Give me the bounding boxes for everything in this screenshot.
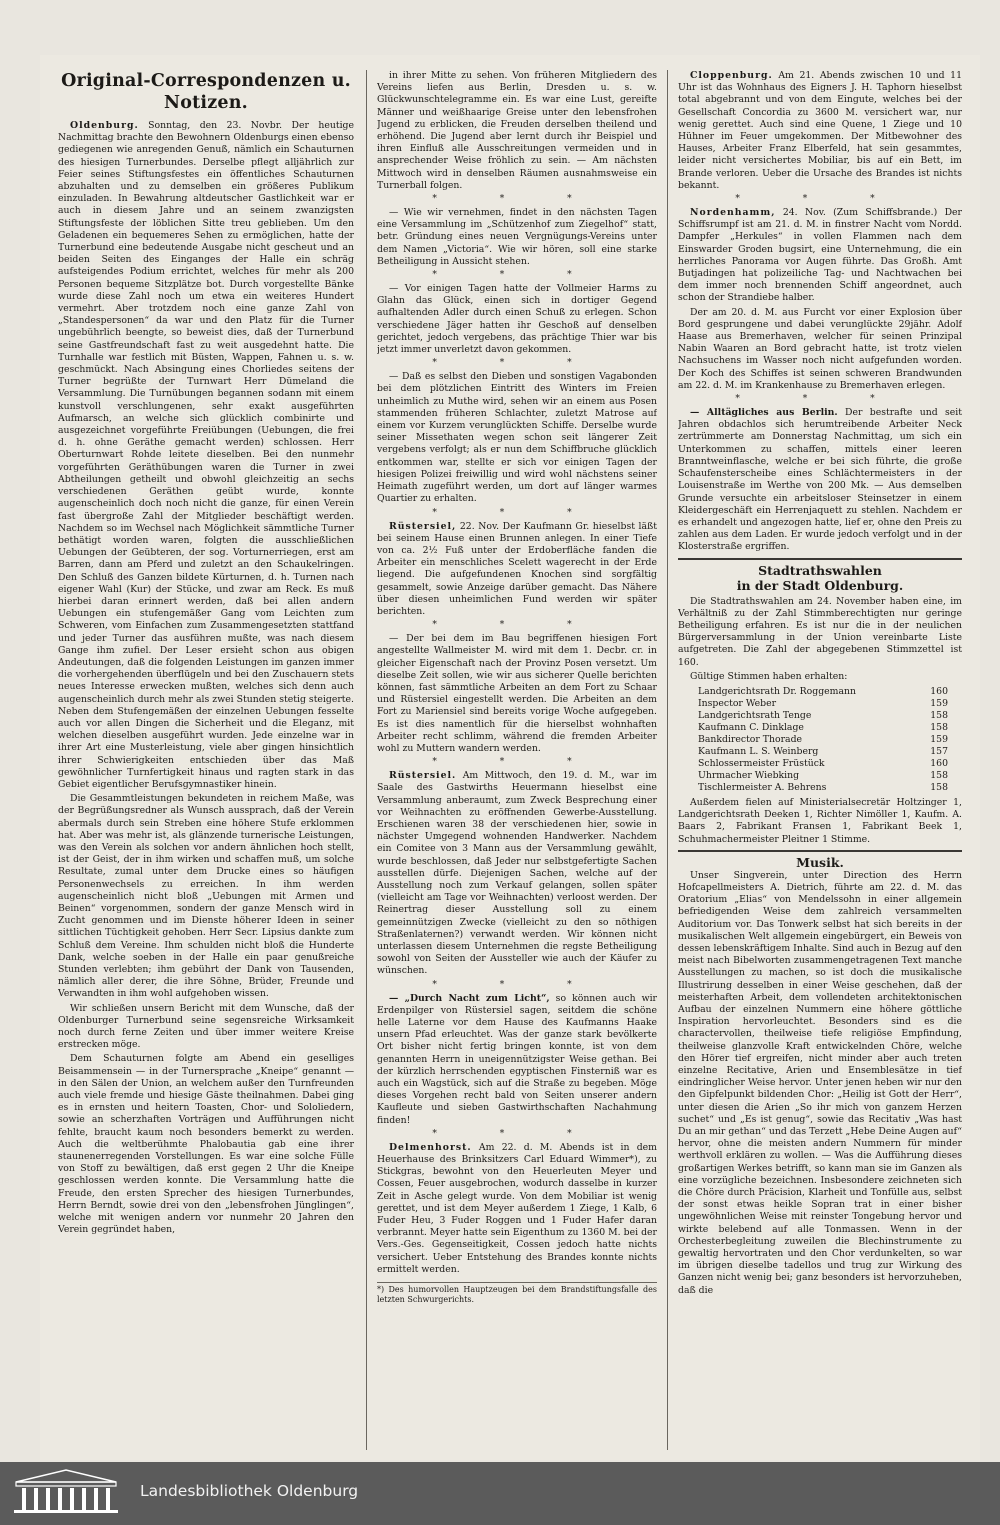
paragraph: — Daß es selbst den Dieben und sonstigen Vagabonden bei dem plötzlichen Eintritt des Winters im Freien unheimlich zu Muthe wird, sehen wir an einem aus Posen stammenden früheren Schlachter, zuletzt Matrose auf einem vor Kurzem verunglückten Schiffe. Derselbe wurde seiner Missethaten wegen schon seit längerer Zeit vergebens verfolgt; als er nun dem Schiffbruche glücklich entkommen war, stellte er sich vor einigen Tagen der hiesigen Polizei freiwillig und wird wohl nächstens seiner Heimath zugeführt werden, um dort auf länger warmes Quartier zu erhalten. bbox=[377, 371, 657, 505]
table-row: Inspector Weber 159 bbox=[698, 697, 948, 709]
page-headline: Original-Correspondenzen u. Notizen. bbox=[61, 71, 351, 113]
column-1 bbox=[58, 70, 354, 1450]
article-title: — Alltägliches aus Berlin. bbox=[690, 407, 838, 419]
paragraph: Außerdem fielen auf Ministerialsecretär Holtzinger 1, Landgerichtsrath Deeken 1, Richter Nimöller 1, Kaufm. A. Baars 2, Fabrikant Fransen 1, Fabrikant Beek 1, Schuhmachermeister Pleitner 1 Stimme. bbox=[678, 796, 962, 845]
separator-stars: * * * bbox=[432, 270, 602, 281]
paragraph: Der am 20. d. M. aus Furcht vor einer Explosion über Bord gesprungene und dabei verunglückte 29jähr. Adolf Haase aus Bremerhaven, welcher für seinen Prinzipal Nabin Waaren an Bord gebracht hatte, ist trotz vielen Nachsuchens im Wasser noch nicht aufgefunden worden. Der Koch des Schiffes ist seinen schweren Brandwunden am 22. d. M. im Krankenhause zu Bremerhaven erlegen. bbox=[678, 306, 962, 391]
footnote: *) Des humorvollen Hauptzeugen bei dem Brandstiftungsfalle des letzten Schwurgerichts. bbox=[377, 1282, 657, 1305]
paragraph: Die Stadtrathswahlen am 24. November haben eine, im Verhältniß zu der Zahl Stimmberechtigten nur geringe Betheiligung erfahren. Es ist nur die in der neulichen Bürgerversammlung in der Union vereinbarte Liste aufgetreten. Die Zahl der abgegebenen Stimmzettel ist 160. bbox=[678, 595, 962, 668]
table-row: Kaufmann L. S. Weinberg 157 bbox=[698, 745, 948, 757]
dateline: Cloppenburg. bbox=[690, 70, 773, 81]
paragraph: Dem Schauturnen folgte am Abend ein geselliges Beisammensein — in der Turnersprache „Kneipe“ genannt — in den Sälen der Union, an welchem außer den Turnfreunden auch viele fremde und hiesige Gäste theilnahmen. Dabei ging es in ernsten und heitern Toasten, Chor- und Sololiedern, sowie an scherzhaften Vorträgen und Aufführungen nicht fehlte, braucht kaum noch besonders bemerkt zu werden. Auch die weltberühmte Phalobautia gab eine ihrer staunenerregenden Vorstellungen. Es war eine solche Fülle von Stoff zu bewältigen, daß erst gegen 2 Uhr die Kneipe geschlossen werden konnte. Die Versammlung hatte die Freude, den ersten Sprecher des hiesigen Turnerbundes, Herrn Berndt, sowie drei von den „lebensfrohen Jünglingen“, welche mit wenigen andern vor nunmehr 20 Jahren den Verein gegründet haben, bbox=[58, 1053, 354, 1236]
votes-table bbox=[698, 686, 948, 794]
article-title: — „Durch Nacht zum Licht“, bbox=[389, 992, 550, 1004]
dateline: Nordenhamm, bbox=[690, 207, 776, 219]
paragraph: Die Gesammtleistungen bekundeten in reichem Maße, was der Begrüßungsredner als Wunsch aussprach, daß der Verein abermals durch sein Streben eine höhere Stufe erklommen hat. Aber was mehr ist, als glänzende turnerische Leistungen, was den Verein als solchen vor andern ähnlichen hoch stellt, ist der Geist, der in ihm wirken und schaffen muß, um solche Resultate, zumal unter dem Drucke eines so häufigen Personenwechsels zu erreichen. In ihm werden augenscheinlich nicht bloß „Uebungen mit Armen und Beinen“ vorgenommen, sondern der ganze Mensch wird in Zucht genommen und im Dienste höherer Ideen in seiner sittlichen Tüchtigkeit gehoben. Herr Secr. Lipsius dankte zum Schluß dem Vereine. Ihm schulden nicht bloß die Hunderte Dank, welche soeben in der Halle ein paar genußreiche Stunden verlebten; ihm gebührt der Dank von Tausenden, nämlich aller derer, die ihre Söhne, Brüder, Freunde und Verwandten in ihm wohl aufgehoben wissen. bbox=[58, 793, 354, 1000]
separator-stars: * * * bbox=[432, 757, 602, 768]
paragraph: — Wie wir vernehmen, findet in den nächsten Tagen eine Versammlung im „Schützenhof zum Ziegelhof“ statt, betr. Gründung eines neuen Vergnügungs-Vereins unter dem Namen „Victoria“. Wie wir hören, soll eine starke Betheiligung in Aussicht stehen. bbox=[377, 207, 657, 267]
column-2 bbox=[377, 70, 657, 1450]
dateline: Oldenburg. bbox=[70, 120, 139, 131]
table-row: Uhrmacher Wiebking 158 bbox=[698, 769, 948, 781]
article-singverein: Unser Singverein, unter Direction des Herrn Hofcapellmeisters A. Dietrich, führte am 22. d. M. das Oratorium „Elias“ von Mendelssohn in einer allgemein befriedigenden Weise dem zahlreich versammelten Auditorium vor. Das Tonwerk selbst hat sich bereits in der musikalischen Welt allgemein eingebürgert, ein Beweis von dessen lebenskräftigem Inhalte. Sind auch in Bezug auf den meist nach Bibelworten zusammengetragenen Text manche Ausstellungen zu machen, so ist doch die musikalische Illustrirung desselben in einer Weise geschehen, daß der meisterhaften Arbeit, dem vollendeten architektonischen Aufbau der einzelnen Nummern eine höhere göttliche Inspiration hervorleuchtet. Besonders sind es die charactervollen, theilweise tiefe religiöse Empfindung, theilweise glanzvolle Kraft entwickelnden Chöre, welche den Hörer tief ergreifen, nicht minder aber auch treten einzelne Recitative, Arien und Ensemblesätze in tief eindringlicher Weise hervor. Unter jenen heben wir nur den den Gipfelpunkt bildenden Chor: „Heilig ist Gott der Herr“, unter diesen die Arien „So ihr mich von ganzem Herzen suchet“ und „Es ist genug“, sowie das Recitativ „Was hast Du an mir gethan“ und das Terzett „Hebe Deine Augen auf“ hervor, ohne die meisten andern Nummern für minder werthvoll erklären zu wollen. — Was die Aufführung dieses großartigen Werkes betrifft, so kann man sie im Ganzen als eine vorzügliche bezeichnen. Insbesondere zeichneten sich die Chöre durch Präcision, Klarheit und Tonfülle aus, selbst der sonst etwas heikle Sopran trat in einer bisher ungewöhnlichen Weise mit reinster Tongebung hervor und wirkte belebend auf alle Tonmassen. Wenn in der Orchesterbegleitung zuweilen die Blechinstrumente zu gewaltig hervortraten und den Chor verdunkelten, so war im übrigen dieselbe tadellos und trug zur Wirkung des Ganzen nicht wenig bei; ganz besonders ist hervorzuheben, daß die bbox=[678, 869, 962, 1296]
table-row: Bankdirector Thorade 159 bbox=[698, 733, 948, 745]
article-delmenhorst: Delmenhorst. Am 22. d. M. Abends ist in dem Heuerhause des Brinksitzers Carl Eduard Wimmer*), zu Stickgras, bewohnt von den Heuerleuten Meyer und Cossen, Feuer ausgebrochen, wodurch dasselbe in kurzer Zeit in Asche gelegt wurde. Von dem Mobiliar ist wenig gerettet, und ist dem Meyer außerdem 1 Ziege, 1 Kalb, 6 Fuder Heu, 3 Fuder Roggen und 1 Fuder Hafer daran verbrannt. Meyer hatte sein Eigenthum zu 1360 M. bei der Vers.-Ges. Gegenseitigkeit, Cossen jedoch hatte nichts versichert. Ueber Entstehung des Brandes konnte nichts ermittelt werden. bbox=[377, 1141, 657, 1275]
section-heading-musik: Musik. bbox=[678, 850, 962, 870]
column-3 bbox=[678, 70, 962, 1450]
paragraph: — Der bei dem im Bau begriffenen hiesigen Fort angestellte Wallmeister M. wird mit dem 1. Decbr. cr. in gleicher Eigenschaft nach der Provinz Posen versetzt. Um dieselbe Zeit sollen, wie wir aus sicherer Quelle berichten können, fast sämmtliche Arbeiten an dem Fort zu Schaar und Rüstersiel eingestellt werden. Die Arbeiten an dem Fort zu Mariensiel sind bereits vorige Woche aufgegeben. Es ist dies namentlich für die hierselbst wohnhaften Arbeiter recht schlimm, während die fremden Arbeiter wohl zu Muttern wandern werden. bbox=[377, 633, 657, 754]
section-subheading: in der Stadt Oldenburg. bbox=[736, 577, 904, 593]
table-row: Landgerichtsrath Tenge 158 bbox=[698, 709, 948, 721]
section-heading-stadtrathswahlen: Stadtrathswahlen bbox=[678, 558, 962, 578]
library-name: Landesbibliothek Oldenburg bbox=[140, 1482, 359, 1500]
table-row: Landgerichtsrath Dr. Roggemann 160 bbox=[698, 685, 948, 697]
dateline: Rüstersiel. bbox=[389, 770, 457, 782]
article-ruestersiel-1: Rüstersiel, 22. Nov. Der Kaufmann Gr. hieselbst läßt bei seinem Hause einen Brunnen anlegen. In einer Tiefe von ca. 2½ Fuß unter der Erdoberfläche fanden die Arbeiter ein menschliches Scelett wagerecht in der Erde liegend. Die aufgefundenen Knochen sind sorgfältig gesammelt, sowie Anzeige darüber gemacht. Das Nähere über diesen unheimlichen Fund werden wir später berichten. bbox=[377, 520, 657, 617]
separator-stars: * * * bbox=[432, 620, 602, 631]
article-ruestersiel-2: Rüstersiel. Am Mittwoch, den 19. d. M., war im Saale des Gastwirths Heuermann hieselbst eine Versammlung anberaumt, zum Zweck Besprechung einer vor Weihnachten zu eröffnenden Gewerbe-Ausstellung. Erschienen waren 38 der verschiedenen hier, sowie in nächster Umgegend wohnenden Handwerker. Nachdem ein Comitee von 3 Mann aus der Versammlung gewählt, wurde beschlossen, daß Jeder nur selbstgefertigte Sachen ausstellen dürfe. Diejenigen Sachen, welche auf der Ausstellung noch zum Verkauf gelangen, sollen später (vielleicht am Tage vor Weihnachten) verloost werden. Der Reinertrag dieser Ausstellung soll zu einem gemeinnützigen Zwecke (vielleicht zu den so nöthigen Straßenlaternen?) verwandt werden. Wir können nicht unterlassen diesem Unternehmen die regste Betheiligung sowohl von Seiten der Aussteller wie auch der Käufer zu wünschen. bbox=[377, 770, 657, 977]
article-oldenburg-turnen: Oldenburg. Sonntag, den 23. Novbr. Der heutige Nachmittag brachte den Bewohnern Oldenburgs einen ebenso gediegenen wie anregenden Genuß, nämlich ein Schauturnen des hiesigen Turnerbundes. Derselbe pflegt alljährlich zur Feier seines Stiftungsfestes ein öffentliches Schauturnen abzuhalten und zu demselben ein größeres Publikum einzuladen. In Bewahrung altdeutscher Gastlichkeit war er auch in diesem Jahre und an seinem zwanzigsten Stiftungsfeste der löblichen Sitte treu geblieben. Um den Geladenen ein bequemeres Sehen zu ermöglichen, hatte der Turnerbund eine bedeutende Ausgabe nicht gescheut und an beiden Seiten des Einganges der Halle ein schräg aufsteigendes Podium errichtet, welches für mehr als 200 Personen bequeme Sitzplätze bot. Durch vorgestellte Bänke wurde diese Zahl noch um etwa ein weiteres Hundert vermehrt. Aber trotzdem noch eine ganze Zahl von „Standespersonen“ da war und den Platz für die Turner ungebührlich beengte, so beweist dies, daß der Turnerbund seine Gastfreundschaft fast zu weit ausgedehnt hatte. Die Turnhalle war festlich mit Büsten, Wappen, Fahnen u. s. w. geschmückt. Nach Absingung eines Chorliedes seitens der Turner begrüßte der Turnwart Herr Dümeland die Versammlung. Die Turnübungen begannen sodann mit einem kunstvoll verschlungenen, sehr exakt ausgeführten Aufmarsch, an welche sich glücklich combinirte und ausgezeichnet vorgeführte Freiübungen (Uebungen, die frei d. h. ohne Geräthe gemacht werden) schlossen. Herr Oberturnwart Rohde leitete dieselben. Bei den nunmehr vorgeführten Geräthübungen waren die Turner in zwei Abtheilungen getheilt und obwohl gleichzeitig an sechs verschiedenen Geräthen geübt wurde, konnte augenscheinlich doch noch nicht die ganze, für einen Verein fast übergroße Zahl der Mitglieder beschäftigt werden. Nachdem so im Wechsel nach Möglichkeit sämmtliche Turner bethätigt worden waren, folgten die ausschließlichen Uebungen der Geübteren, der sog. Vorturnerriegen, erst am Barren, dann am Pferd und zuletzt an den Schaukelringen. Den Schluß des Ganzen bildete Kürturnen, d. h. Turnen nach eigener Wahl (Kur) der Stücke, und zwar am Reck. Es muß hierbei daran erinnert werden, daß bei allen andern Uebungen ein stufengemäßer Gang vom Leichten zum Schweren, vom Einfachen zum Zusammengesetzten stattfand und jeder Turner das ausführen mußte, was nach diesem Gange ihm zufiel. Der Leser ersieht schon aus obigen Andeutungen, daß die folgenden Leistungen im ganzen immer die vorhergehenden überflügeln und bei den Zuschauern stets neues Interesse erwecken mußten, welches sich denn auch augenscheinlich durch mehr als zwei Stunden stetig steigerte. Neben dem Stufengemäßen der einzelnen Uebungen fesselte auch vor allen Dingen die Sicherheit und die Eleganz, mit welchen dieselben ausgeführt wurden. Jede einzelne war in ihrer Art eine Musterleistung, viele aber gingen hinsichtlich ihrer Schwierigkeiten entschieden über das Maß gewöhnlicher Turnfertigkeit hinaus und ragten stark in das Gebiet eigentlicher Berufsgymnastiker hinein. bbox=[58, 120, 354, 790]
library-footer bbox=[0, 1462, 1000, 1525]
separator-stars: * * * bbox=[432, 507, 602, 518]
column-rule bbox=[366, 70, 367, 1450]
separator-stars: * * * bbox=[432, 979, 602, 990]
separator-stars: * * * bbox=[735, 194, 905, 205]
separator-stars: * * * bbox=[432, 194, 602, 205]
separator-stars: * * * bbox=[432, 1128, 602, 1139]
paragraph: Wir schließen unsern Bericht mit dem Wunsche, daß der Oldenburger Turnerbund seine segensreiche Wirksamkeit noch durch ferne Zeiten und über immer weitere Kreise erstrecken möge. bbox=[58, 1002, 354, 1051]
table-row: Schlossermeister Früstück 160 bbox=[698, 757, 948, 769]
article-cloppenburg: Cloppenburg. Am 21. Abends zwischen 10 und 11 Uhr ist das Wohnhaus des Eigners J. H. Taphorn hieselbst total abgebrannt und von dem Eingute, welches bei der Gesellschaft Concordia zu 3600 M. versichert war, nur wenig gerettet. Auch sind eine Quene, 1 Ziege und 10 Hühner im Feuer umgekommen. Der Mitbewohner des Hauses, Arbeiter Franz Elberfeld, hat sein gesammtes, leider nicht versichertes Mobiliar, bis auf ein Bett, im Brande verloren. Ueber die Ursache des Brandes ist nichts bekannt. bbox=[678, 70, 962, 191]
newspaper-page bbox=[40, 55, 980, 1460]
paragraph: — Vor einigen Tagen hatte der Vollmeier Harms zu Glahn das Glück, einen sich in dortiger Gegend aufhaltenden Adler durch einen Schuß zu erlegen. Schon verschiedene Jäger hatten ihr Geschoß auf denselben gerichtet, jedoch vergebens, das prächtige Thier war bis jetzt immer unverletzt davon gekommen. bbox=[377, 283, 657, 356]
votes-intro: Gültige Stimmen haben erhalten: bbox=[690, 670, 848, 682]
separator-stars: * * * bbox=[432, 358, 602, 369]
separator-stars: * * * bbox=[735, 394, 905, 405]
article-nordenhamm: Nordenhamm, 24. Nov. (Zum Schiffsbrande.) Der Schiffsrumpf ist am 21. d. M. in finstrer Nacht vom Nordd. Dampfer „Herkules“ in vollen Flammen nach dem Einswarder Groden bugsirt, eine Unternehmung, die ein herrliches Panorama vor Augen führte. Das Großh. Amt Butjadingen hat polizeiliche Tag- und Nachtwachen bei dem immer noch brennenden Schiff angeordnet, auch schon der Strandiebe halber. bbox=[678, 207, 962, 304]
paragraph: in ihrer Mitte zu sehen. Von früheren Mitgliedern des Vereins liefen aus Berlin, Dresden u. s. w. Glückwunschtelegramme ein. Es war eine Lust, gereifte Männer und weißhaarige Greise unter den lebensfrohen Jugend zu erblicken, die Freuden derselben theilend und erhöhend. Die Jugend aber lernt durch ihr Beispiel und ihren Einfluß alle Ausschreitungen vermeiden und in ansprechender Weise fröhlich zu sein. — Am nächsten Mittwoch wird in denselben Räumen ausnahmsweise ein Turnerball folgen. bbox=[377, 70, 657, 191]
dateline: Delmenhorst. bbox=[389, 1141, 472, 1153]
table-row: Kaufmann C. Dinklage 158 bbox=[698, 721, 948, 733]
article-durch-nacht: — „Durch Nacht zum Licht“, so können auch wir Erdenpilger von Rüstersiel sagen, seitdem die schöne helle Laterne vor dem Hause des Kaufmanns Haake unsern Pfad erleuchtet. Was der ganze stark bevölkerte Ort bisher nicht fertig bringen konnte, ist von dem genannten Herrn in uneigennützigster Weise gethan. Bei der kürzlich herrschenden egyptischen Finsterniß war es auch ein Wagstück, sich auf die Straße zu begeben. Möge dieses Vorgehen recht bald von Seiten unserer andern Kaufleute und sieben Gastwirthschaften Nachahmung finden! bbox=[377, 992, 657, 1126]
dateline: Rüstersiel, bbox=[389, 520, 457, 532]
table-row: Tischlermeister A. Behrens 158 bbox=[698, 781, 948, 793]
article-berlin: — Alltägliches aus Berlin. Der bestrafte und seit Jahren obdachlos sich herumtreibende Arbeiter Neck zertrümmerte am Donnerstag Nachmittag, um sich ein Unterkommen zu schaffen, mittels einer leeren Branntweinflasche, welche er bei sich führte, die große Schaufensterscheibe eines Schlächtermeisters in der Louisenstraße im Werthe von 200 Mk. — Aus demselben Grunde versuchte ein arbeitsloser Steinsetzer in einem Kleidergeschäft ein Herrenjaquett zu stehlen. Nachdem er es erhandelt und angezogen hatte, lief er, ohne den Preis zu zahlen aus dem Laden. Er wurde jedoch verfolgt und in der Klosterstraße ergriffen. bbox=[678, 407, 962, 553]
library-building-icon bbox=[10, 1468, 122, 1522]
column-rule bbox=[667, 70, 668, 1450]
